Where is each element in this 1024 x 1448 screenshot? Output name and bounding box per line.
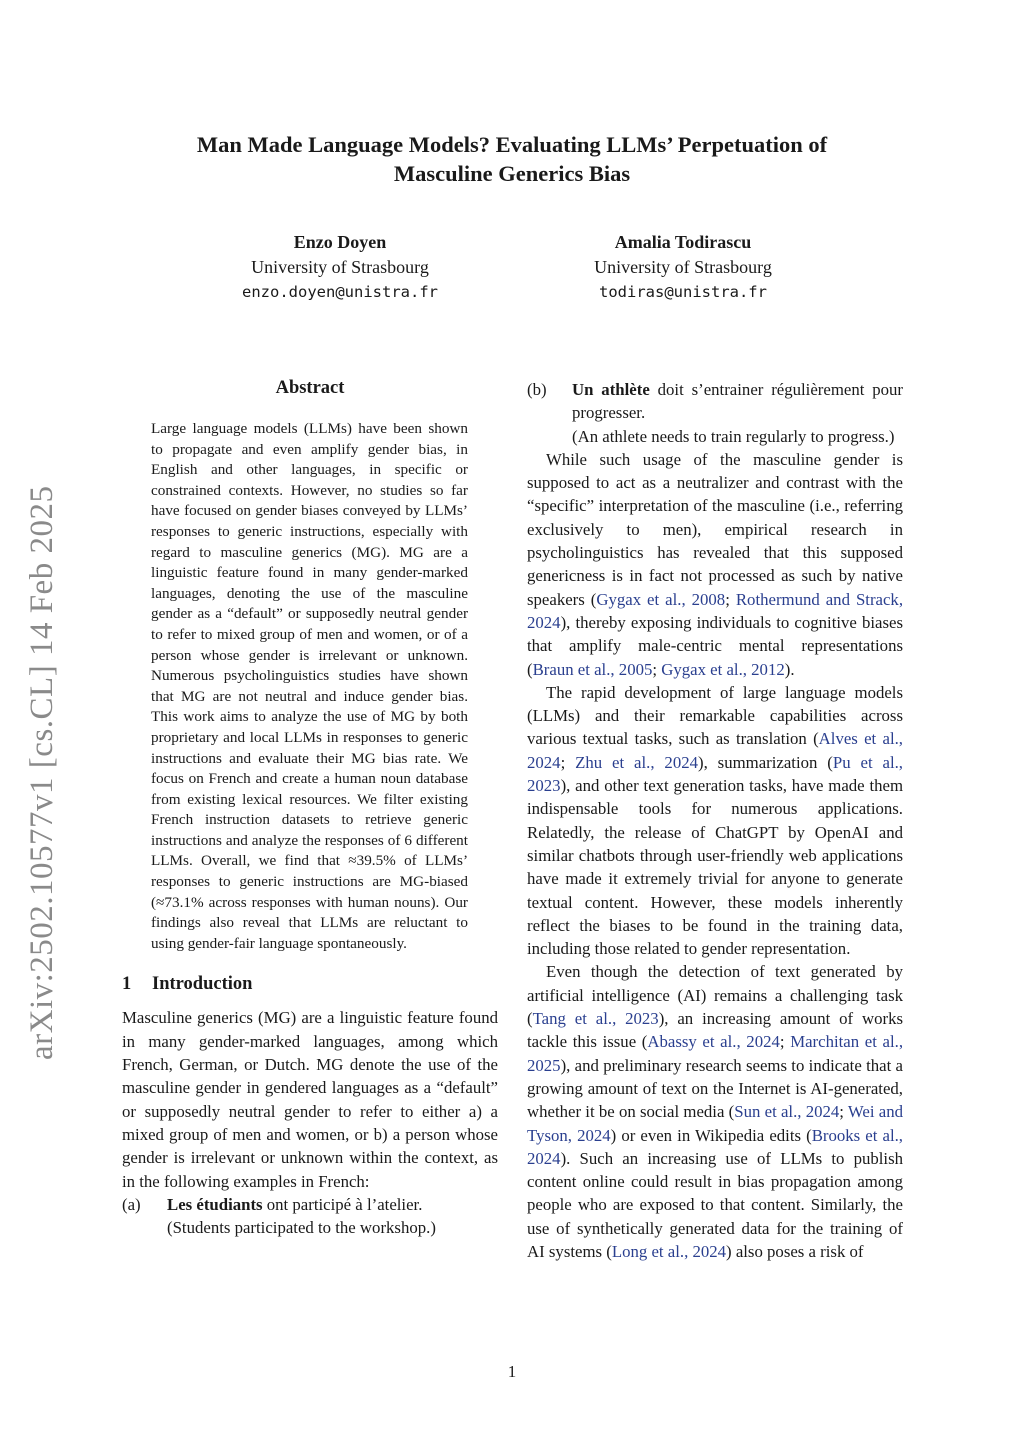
example-highlight: Un athlète [572,380,650,399]
citation-link[interactable]: Abassy et al., 2024 [647,1032,780,1052]
author-affiliation: University of Strasbourg [594,257,772,277]
author-name: Amalia Todirascu [614,232,752,252]
text-run: ; [839,1102,848,1122]
author-block-1 [160,230,520,305]
citation-link[interactable]: Gygax et al., 2008 [596,589,726,609]
section-heading-introduction [122,972,498,996]
author-block-2 [503,230,863,305]
citation-link[interactable]: Brooks et al., 2024 [527,1125,904,1168]
text-run: ; [560,752,576,772]
citation-link[interactable]: Sun et al., 2024 [734,1102,840,1122]
text-run: ), summarization ( [698,752,833,772]
author-affiliation: University of Strasbourg [251,257,429,277]
intro-paragraph-4 [527,960,903,1263]
intro-paragraph-2 [527,448,903,681]
page-number: 1 [507,1362,517,1381]
intro-paragraph-1: Masculine generics (MG) are a linguistic feature found in many gender-marked languages, among which French, German, or Dutch. MG denote the use of the masculine gender in gendered languages as a “default” or supposedly neutral gender to refer to either a) a mixed group of men and women, or b) a person whose gender is irrelevant or unknown within the context, as in the following examples in French: [122,1008,498,1191]
example-a [122,1193,498,1240]
example-label: (b) [527,380,547,399]
text-run: Even though the detection of text generated by artificial intelligence (AI) remains a challenging task ( [527,962,903,1029]
text-run: ) or even in Wikipedia edits ( [610,1125,812,1145]
text-run: ). [784,659,795,679]
text-run: ; [779,1032,791,1052]
abstract-heading: Abstract [275,378,345,398]
text-run: ; [652,659,662,679]
citation-link[interactable]: Gygax et al., 2012 [661,659,785,679]
citation-link[interactable]: Rothermund and Strack, 2024 [527,589,904,632]
citation-link[interactable]: Marchitan et al., 2025 [527,1032,904,1075]
text-run: ), and preliminary research seems to indicate that a growing amount of text on the Internet is AI-generated, whether it be on social media ( [527,1055,903,1122]
citation-link[interactable]: Braun et al., 2005 [532,659,653,679]
example-sentence-rest: doit s’entrainer régulièrement pour progresser. [572,380,904,423]
citation-link[interactable]: Long et al., 2024 [611,1241,727,1261]
citation-link[interactable]: Alves et al., 2024 [527,729,903,772]
example-sentence-rest: ont participé à l’atelier. [262,1194,423,1214]
right-column [527,378,903,1263]
example-translation: (Students participated to the workshop.) [167,1218,436,1238]
example-translation: (An athlete needs to train regularly to progress.) [572,426,895,446]
citation-link[interactable]: Pu et al., 2023 [527,752,904,796]
intro-paragraph-3 [527,681,903,961]
left-column [122,376,498,1239]
text-run: ) also poses a risk of [726,1241,864,1261]
section-number: 1 [122,974,132,995]
text-run: ), and other text generation tasks, have made them indispensable tools for numerous applications. Relatedly, the release of ChatGPT by OpenAI and similar chatbots through user-friendly web applications have made it extremely trivial for anyone to generate textual content. However, these models inherently reflect the biases to be found in the training data, including those related to gender representation. [527,776,903,959]
text-run: ; [725,589,736,609]
citation-link[interactable]: Zhu et al., 2024 [575,752,698,772]
citation-link[interactable]: Wei and Tyson, 2024 [527,1102,904,1145]
abstract-text: Large language models (LLMs) have been shown to propagate and even amplify gender bias, in English and other languages, in specific or constrained contexts. However, no studies so far have focused on gender biases conveyed by LLMs’ responses to generic instructions, especially with regard to masculine generics (MG). MG are a linguistic feature found in many gender-marked languages, denoting the use of the masculine gender as a “default” or supposedly neutral gender to refer to mixed group of men and women, or of a person whose gender is irrelevant or unknown. Numerous psycholinguistics studies have shown that MG are not neutral and induce gender bias. This work aims to analyze the use of MG by both proprietary and local LLMs in responses to generic instructions and evaluate their MG bias rate. We focus on French and create a human noun database from existing lexical resources. We filter existing French instruction datasets to retrieve generic instructions and analyze the responses of 6 different LLMs. Overall, we find that ≈39.5% of LLMs’ responses to generic instructions are MG-biased (≈73.1% across responses with human nouns). Our findings also reveal that LLMs are reluctant to using gender-fair language spontaneously. [151,420,468,952]
text-run: While such usage of the masculine gender is supposed to act as a neutralizer and contrast with the “specific” interpretation of the masculine (i.e., referring exclusively to men), empirical research in psycholinguistics has revealed that this supposed genericness is in fact not processed as such by native speakers ( [527,449,903,609]
paper-title-line-1: Man Made Language Models? Evaluating LLMs’ Perpetuation of [196,132,828,157]
example-sentence [167,1193,498,1216]
section-title-text: Introduction [152,974,253,995]
text-run: ), thereby exposing individuals to cognitive biases that amplify male-centric mental representations ( [527,612,903,679]
text-run: ), an increasing amount of works tackle this issue ( [527,1009,903,1052]
example-label: (a) [122,1194,141,1214]
author-email[interactable]: enzo.doyen@unistra.fr [242,283,438,301]
paper-title [112,130,912,188]
example-highlight: Les étudiants [167,1194,263,1214]
text-run: The rapid development of large language models (LLMs) and their remarkable capabilities across various textual tasks, such as translation ( [527,682,903,749]
example-b [527,378,903,448]
author-name: Enzo Doyen [293,232,387,252]
arxiv-identifier: arXiv:2502.10577v1 [cs.CL] 14 Feb 2025 [24,485,60,1060]
citation-link[interactable]: Tang et al., 2023 [532,1009,659,1029]
author-email[interactable]: todiras@unistra.fr [599,283,767,301]
example-sentence [572,378,903,425]
text-run: ). Such an increasing use of LLMs to publish content online could result in bias propagation among people who are exposed to that content. Similarly, the use of synthetically generated data for the training of AI systems ( [527,1148,903,1261]
paper-title-line-2: Masculine Generics Bias [393,161,631,186]
